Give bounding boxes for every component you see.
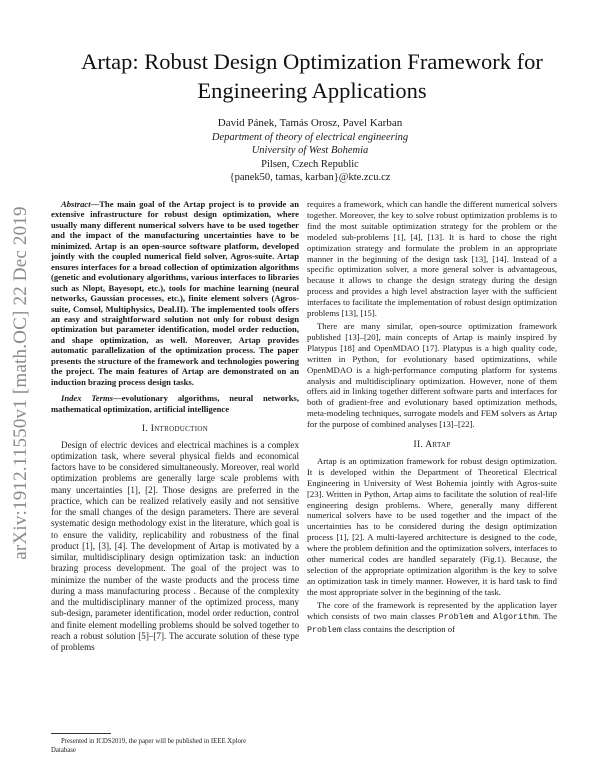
artap-p2-part-c: . The bbox=[537, 610, 558, 621]
abstract-label: Abstract bbox=[61, 199, 91, 209]
index-terms-label: Index Terms bbox=[61, 393, 113, 404]
author-email: {panek50, tamas, karban}@kte.zcu.cz bbox=[229, 172, 391, 183]
class-name-problem-2: Problem bbox=[307, 625, 342, 635]
section-heading-artap: II. Artap bbox=[413, 440, 451, 451]
paper-title: Artap: Robust Design Optimization Framework for Engineering Applications bbox=[81, 49, 543, 103]
introduction-paragraph-2: There are many similar, open-source optimization framework published [13]–[20], main concepts of Artap is mainly inspired by Platypus [18] and OpenMDAO [17]. Platypus is a high quality code, written in Python, for evolutionary based optimizations, while OpenMDAO is a high-performance computing platform for systems analysis and multidisciplinary optimization. However, none of them offers aid in linking together different software parts and interfaces for both of gradient-free and evolutionary based optimization methods, meta-modeling techniques, surrogate models and FEM solvers as Artap for the purpose of combined analyses [13]–[22]. bbox=[307, 320, 557, 430]
footnote bbox=[51, 737, 301, 755]
class-name-problem: Problem bbox=[438, 612, 474, 622]
right-column bbox=[307, 199, 557, 636]
author-names: David Pánek, Tamás Orosz, Pavel Karban bbox=[217, 117, 403, 129]
author-city: Pilsen, Czech Republic bbox=[261, 158, 359, 170]
section-heading-introduction: I. Introduction bbox=[141, 424, 209, 435]
footnote-line-1: Presented in ICDS2019, the paper will be published in IEEE Xplore bbox=[61, 738, 247, 745]
abstract-text: —The main goal of the Artap project is to provide an extensive infrastructure for robust design optimization, where usually many different numerical solvers have to be used together and the impact of the manufacturing uncertainties have to be minimized. Artap is an open-source software platform, developed jointly with the coupled numerical field solver, Agros-suite. Artap ensures interfaces for a broad collection of optimization algorithms (genetic and evolutionary algorithms, various interfaces to libraries such as Nlopt, Bayesopt, etc.), tools for machine learning (neural networks, Gaussian processes, etc.), finite element solvers (Agros-suite, Comsol, Multiphysics, Deal.II). The implemented tools offers an easy and straightforward solution not only for robust design optimization but parameter identification, model order reduction, and shape optimization, as well. Moreover, Artap provides automatic parallelization of the optimization process. The paper presents the structure of the framework and technologies powering the project. The main features of Artap are demonstrated on an induction brazing process design tasks. bbox=[51, 199, 299, 387]
introduction-body bbox=[51, 440, 299, 654]
artap-paragraph-2 bbox=[307, 600, 557, 637]
author-department: Department of theory of electrical engineering bbox=[211, 131, 409, 143]
left-column bbox=[51, 199, 299, 653]
artap-paragraph-1: Artap is an optimization framework for robust design optimization. It is developed within the Department of Theoretical Electrical Engineering in University of West Bohemia jointly with Agros-suite [23]. Written in Python, Artap aims to facilitate the solution of real-life engineering design problems. Where, generally many different numerical solvers have to be used together and the impact of the uncertainties has to be considered during the design optimization process [1], [2]. A multi-layered architecture is designed to the code, where the problem definition and the optimization solvers, interfaces to other numerical codes are handled separately (Fig.1). Because, the selection of the appropriate optimization algorithm is the key to solve an optimization task in timely manner. However, it is hard task to find the most appropriate solver in the beginning of the task. bbox=[307, 455, 557, 597]
index-terms bbox=[51, 393, 299, 414]
arxiv-identifier-text: arXiv:1912.11550v1 [math.OC] 22 Dec 2019 bbox=[10, 205, 31, 560]
arxiv-identifier bbox=[6, 190, 36, 575]
class-name-algorithm: Algorithm bbox=[493, 612, 538, 622]
introduction-paragraph: Design of electric devices and electrical machines is a complex optimization task, where several physical fields and economical factors have to be considered simultaneously. Moreover, real world optimization problems are generally large scale problems with many uncertainties [1], [2]. Those designs are preferred in the practice, which can be realized relatively easily and not sensitive for the small changes of the design parameters. There are several systematic design methodology exist in the literature, which goal is to ensure the validity, replicability and robustness of the final product [1], [3], [4]. The development of Artap is motivated by a similar, multidisciplinary design optimization task: an induction brazing process development. The goal of the project was to minimize the number of the waste products and the process time during a mass manufacturing process . Because of the complexity and the multidisciplinary manner of the optimized process, many sub-design, parameter identification, model order reduction, control and finite element modelling problems should be solved together to reach a robust solution [5]–[7]. The accurate solution of these type of problems bbox=[51, 439, 299, 653]
artap-p2-part-d: class contains the description of bbox=[341, 623, 456, 634]
artap-p2-part-b: and bbox=[473, 610, 494, 621]
author-block bbox=[80, 117, 540, 185]
author-university: University of West Bohemia bbox=[251, 145, 369, 156]
abstract bbox=[51, 199, 299, 387]
index-terms-text: —evolutionary algorithms, neural networks, mathematical optimization, artificial intelligence bbox=[51, 393, 299, 414]
footnote-rule bbox=[51, 733, 111, 734]
artap-p2-part-a: The core of the framework is represented by the application layer which consists of two main classes bbox=[307, 599, 557, 621]
introduction-continued: requires a framework, which can handle the different numerical solvers together. Moreover, the key to solve robust optimization problems is to find the most suitable optimization strategy for the problem or the modeled sub-problems [1], [4], [13]. It is hard to chose the right optimization strategy and formulate the problem in an appropriate manner in the beginning of the design task [13], [14]. Instead of a specific optimization solver, a more general solver is advantageous, because it allows to change the design strategy during the design process and provides a high level abstraction layer with the sufficient interfaces to facilitate the implementation of robust design optimization problems [13], [15]. bbox=[307, 199, 557, 319]
footnote-line-2: Database bbox=[51, 747, 76, 754]
